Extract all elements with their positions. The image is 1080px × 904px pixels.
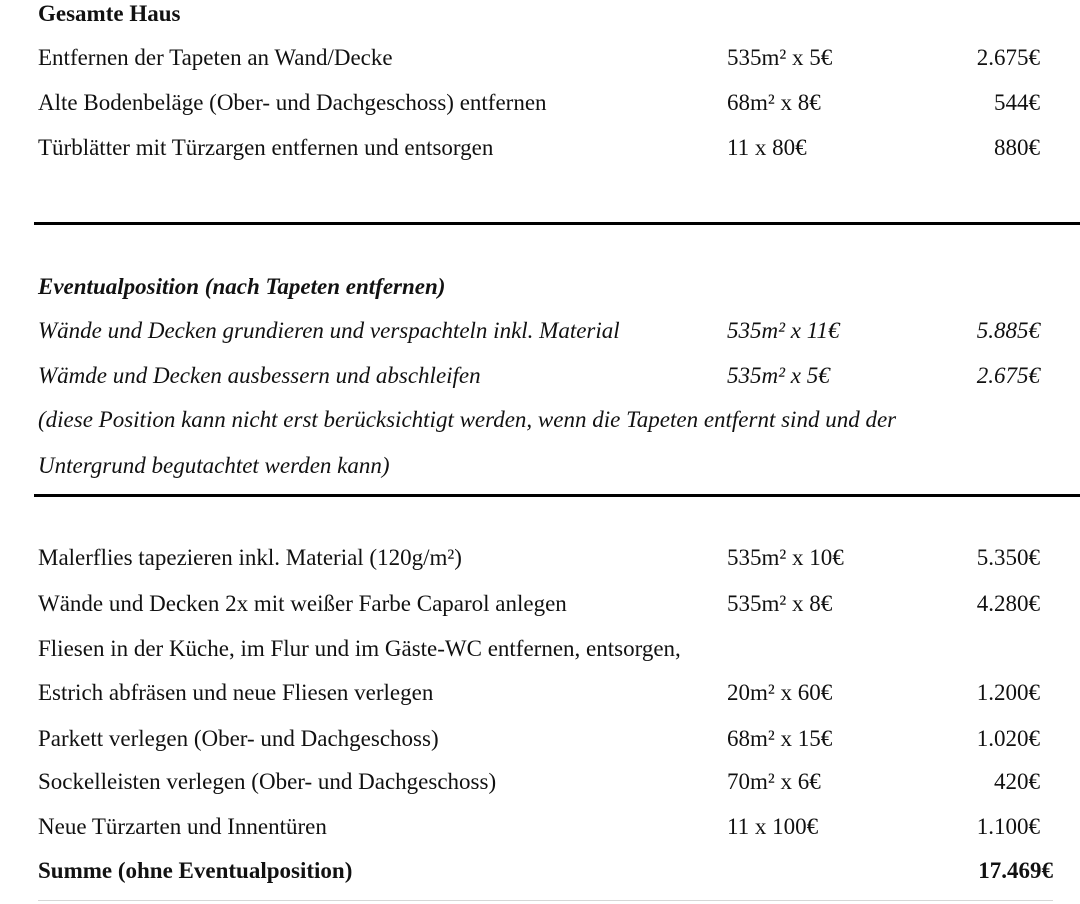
item-description: Türblätter mit Türzargen entfernen und entsorgen xyxy=(38,135,494,160)
item-description: Entfernen der Tapeten an Wand/Decke xyxy=(38,45,393,70)
item-description: Neue Türzarten und Innentüren xyxy=(38,814,327,839)
item-total: 420€ xyxy=(994,769,1040,794)
item-quantity: 70m² x 6€ xyxy=(727,769,821,794)
item-quantity: 535m² x 10€ xyxy=(727,545,844,570)
bottom-divider xyxy=(38,900,1053,901)
section-divider xyxy=(34,494,1080,497)
item-total: 880€ xyxy=(994,135,1040,160)
item-total: 1.020€ xyxy=(976,726,1040,751)
sum-label: Summe (ohne Eventualposition) xyxy=(38,858,353,883)
item-total: 5.885€ xyxy=(976,318,1040,343)
item-quantity: 535m² x 5€ xyxy=(727,363,830,388)
note-line: Untergrund begutachtet werden kann) xyxy=(38,453,390,478)
item-description: Malerflies tapezieren inkl. Material (120g/m²) xyxy=(38,545,462,570)
item-quantity: 68m² x 8€ xyxy=(727,90,821,115)
item-description: Wände und Decken grundieren und verspachteln inkl. Material xyxy=(38,318,620,343)
item-description: Wämde und Decken ausbessern und abschleifen xyxy=(38,363,481,388)
item-quantity: 535m² x 5€ xyxy=(727,45,833,70)
item-description: Parkett verlegen (Ober- und Dachgeschoss) xyxy=(38,726,439,751)
item-quantity: 68m² x 15€ xyxy=(727,726,833,751)
item-quantity: 535m² x 11€ xyxy=(727,318,840,343)
item-total: 4.280€ xyxy=(976,591,1040,616)
item-description: Wände und Decken 2x mit weißer Farbe Caparol anlegen xyxy=(38,591,567,616)
item-description: Fliesen in der Küche, im Flur und im Gäste-WC entfernen, entsorgen, xyxy=(38,636,681,661)
item-total: 1.100€ xyxy=(976,814,1040,839)
item-quantity: 535m² x 8€ xyxy=(727,591,833,616)
item-description: Estrich abfräsen und neue Fliesen verlegen xyxy=(38,680,434,705)
item-quantity: 11 x 80€ xyxy=(727,135,807,160)
section-heading-gesamte-haus: Gesamte Haus xyxy=(38,1,181,26)
item-total: 1.200€ xyxy=(976,680,1040,705)
item-total: 2.675€ xyxy=(976,45,1040,70)
item-description: Sockelleisten verlegen (Ober- und Dachgeschoss) xyxy=(38,769,497,794)
item-total: 5.350€ xyxy=(976,545,1040,570)
section-heading-eventualposition: Eventualposition (nach Tapeten entfernen) xyxy=(38,274,446,299)
item-total: 2.675€ xyxy=(976,363,1040,388)
item-total: 544€ xyxy=(994,90,1040,115)
note-line: (diese Position kann nicht erst berücksichtigt werden, wenn die Tapeten entfernt sind und der xyxy=(38,407,897,432)
item-quantity: 20m² x 60€ xyxy=(727,680,833,705)
sum-value: 17.469€ xyxy=(978,858,1053,883)
item-description: Alte Bodenbeläge (Ober- und Dachgeschoss) entfernen xyxy=(38,90,547,115)
item-quantity: 11 x 100€ xyxy=(727,814,819,839)
section-divider xyxy=(34,222,1080,225)
